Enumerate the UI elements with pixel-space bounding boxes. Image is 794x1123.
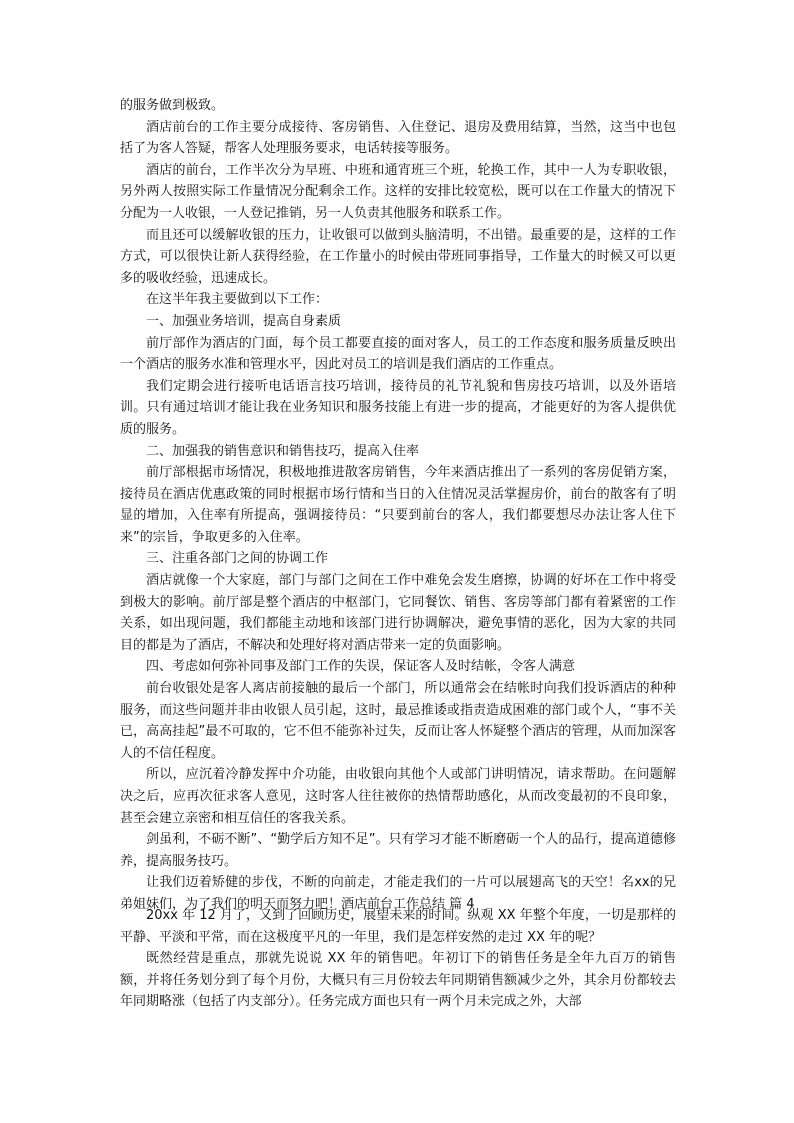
paragraph: 所以，应沉着冷静发挥中介功能，由收银向其他个人或部门讲明情况，请求帮助。在问题解决之后，应再次征求客人意见，这时客人往往被你的热情帮助感化，从而改变最初的不良印象，甚至会建立亲密和相互信任的客我关系。 xyxy=(120,767,676,826)
section-heading: 四、考虑如何弥补同事及部门工作的失误，保证客人及时结帐，令客人满意 xyxy=(146,659,576,675)
paragraph: 酒店的前台，工作半次分为早班、中班和通宵班三个班，轮换工作，其中一人为专职收银，另外两人按照实际工作量情况分配剩余工作。这样的安排比较宽松，既可以在工作量大的情况下分配为一人收银，一人登记推销，另一人负责其他服务和联系工作。 xyxy=(120,162,676,221)
paragraph: 前台收银处是客人离店前接触的最后一个部门，所以通常会在结帐时向我们投诉酒店的种种服务，而这些问题并非由收银人员引起，这时，最忌推诿或指责造成困难的部门或个人，“事不关已，高高挂起”最不可取的，它不但不能弥补过失，反而让客人怀疑整个酒店的管理，从而加深客人的不信任程度。 xyxy=(120,681,676,761)
section-heading: 一、加强业务培训，提高自身素质 xyxy=(146,313,342,329)
paragraph: 前厅部作为酒店的门面，每个员工都要直接的面对客人，员工的工作态度和服务质量反映出一个酒店的服务水准和管理水平，因此对员工的培训是我们酒店的工作重点。 xyxy=(120,335,676,373)
paragraph: 的服务做到极致。 xyxy=(120,98,225,113)
body-text-section-1 xyxy=(120,95,676,916)
paragraph: 剑虽利，不砺不断”、“勤学后方知不足”。只有学习才能不断磨砺一个人的品行，提高道德修养，提高服务技巧。 xyxy=(120,832,676,869)
paragraph: 酒店前台的工作主要分成接待、客房销售、入住登记、退房及费用结算，当然，这当中也包括了为客人答疑，帮客人处理服务要求，电话转接等服务。 xyxy=(120,119,676,157)
paragraph: 让我们迈着矫健的步伐，不断的向前走，才能走我们的一片可以展翅高飞的天空！名xx的兄弟姐妹们，为了我们的明天而努力吧！酒店前台工作总结 篇 4 xyxy=(120,875,676,912)
body-text-section-2 xyxy=(120,905,676,1013)
paragraph: 既然经营是重点，那就先说说 XX 年的销售吧。年初订下的销售任务是全年九百万的销售额，并将任务划分到了每个月份，大概只有三月份较去年同期销售额减少之外，其余月份都较去年同期略涨（包括了内支部分）。任务完成方面也只有一两个月未完成之外，大部 xyxy=(120,951,676,1010)
paragraph: 在这半年我主要做到以下工作： xyxy=(146,292,329,308)
paragraph: 20xx 年 12 月了，又到了回顾历史，展望未来的时间。纵观 XX 年整个年度，一切是那样的平静、平淡和平常，而在这极度平凡的一年里，我们是怎样安然的走过 XX 年的呢？ xyxy=(120,908,676,945)
paragraph: 我们定期会进行接听电话语言技巧培训，接待员的礼节礼貌和售房技巧培训，以及外语培训。只有通过培训才能让我在业务知识和服务技能上有进一步的提高，才能更好的为客人提供优质的服务。 xyxy=(120,378,676,437)
paragraph: 而且还可以缓解收银的压力，让收银可以做到头脑清明，不出错。最重要的是，这样的工作方式，可以很快让新人获得经验，在工作量小的时候由带班同事指导，工作量大的时候又可以更多的吸收经验，迅速成长。 xyxy=(120,227,676,286)
section-heading: 三、注重各部门之间的协调工作 xyxy=(146,551,329,567)
section-heading: 二、加强我的销售意识和销售技巧，提高入住率 xyxy=(146,443,420,459)
paragraph: 酒店就像一个大家庭，部门与部门之间在工作中难免会发生磨擦，协调的好坏在工作中将受到极大的影响。前厅部是整个酒店的中枢部门，它同餐饮、销售、客房等部门都有着紧密的工作关系，如出现问题，我们都能主动地和该部门进行协调解决，避免事情的恶化，因为大家的共同目的都是为了酒店，不解决和处理好将对酒店带来一定的负面影响。 xyxy=(120,573,676,653)
paragraph: 前厅部根据市场情况，积极地推进散客房销售，今年来酒店推出了一系列的客房促销方案，接待员在酒店优惠政策的同时根据市场行情和当日的入住情况灵活掌握房价，前台的散客有了明显的增加，入住率有所提高，强调接待员：“只要到前台的客人，我们都要想尽办法让客人住下来”的宗旨，争取更多的入住率。 xyxy=(120,465,676,545)
